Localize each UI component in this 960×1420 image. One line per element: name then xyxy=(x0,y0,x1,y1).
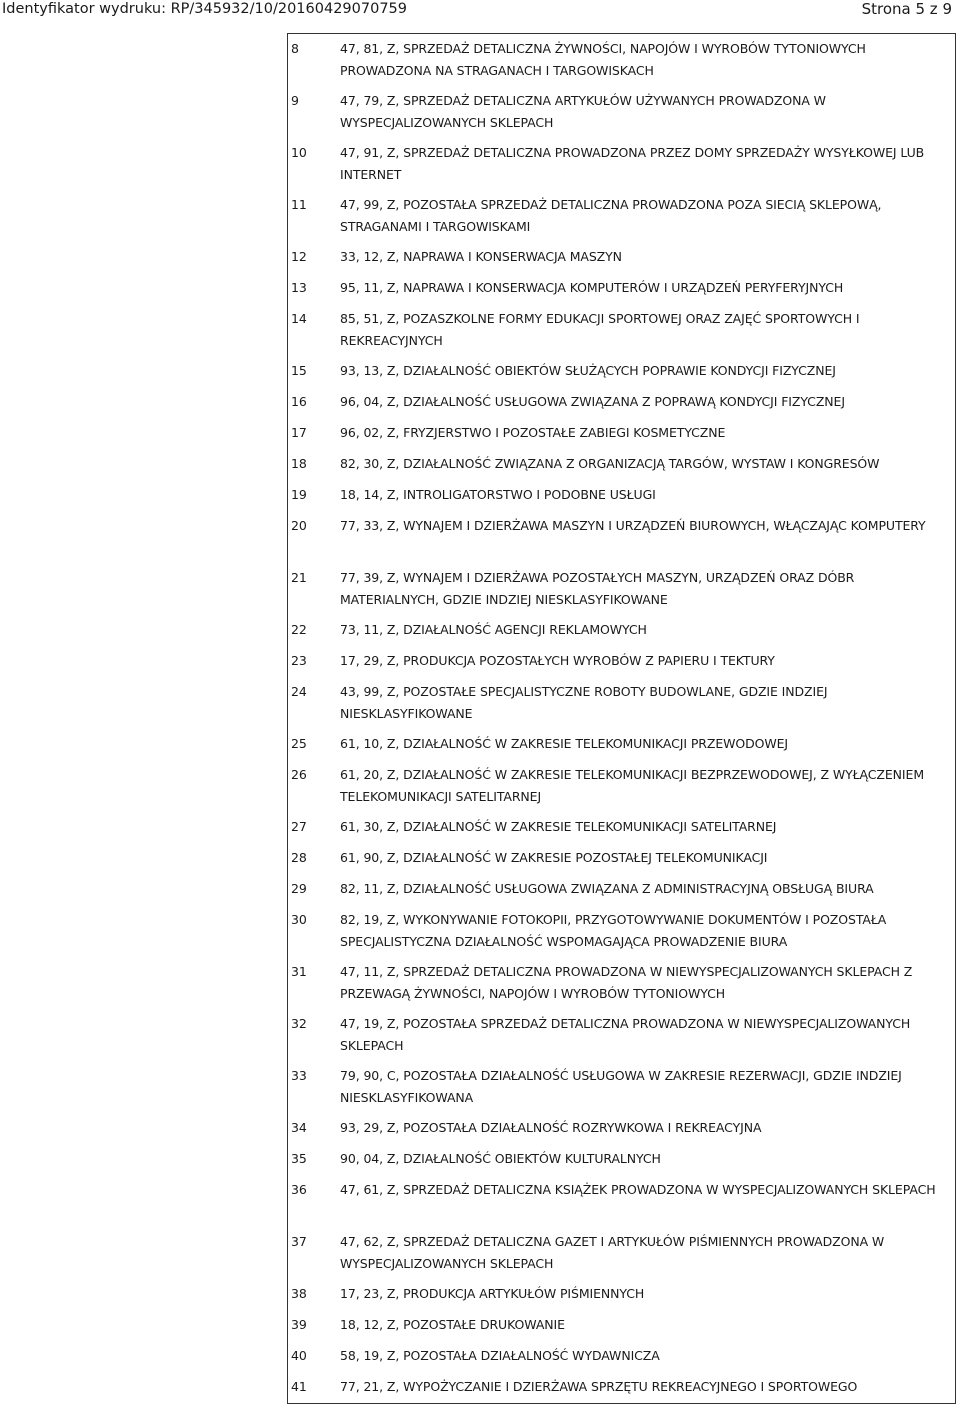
row-number: 11 xyxy=(291,197,307,212)
print-identifier: Identyfikator wydruku: RP/345932/10/20160429070759 xyxy=(2,1,408,17)
row-activity-text: 95, 11, Z, NAPRAWA I KONSERWACJA KOMPUTERÓW I URZĄDZEŃ PERYFERYJNYCH xyxy=(340,280,844,295)
row-activity-text: 61, 90, Z, DZIAŁALNOŚĆ W ZAKRESIE POZOSTAŁEJ TELEKOMUNIKACJI xyxy=(340,850,768,865)
row-number: 24 xyxy=(291,684,307,699)
row-number: 14 xyxy=(291,311,307,326)
row-activity-text: 77, 39, Z, WYNAJEM I DZIERŻAWA POZOSTAŁYCH MASZYN, URZĄDZEŃ ORAZ DÓBR MATERIALNYCH, GDZIE INDZIEJ NIESKLASYFIKOWANE xyxy=(340,570,855,607)
row-activity-text: 96, 04, Z, DZIAŁALNOŚĆ USŁUGOWA ZWIĄZANA Z POPRAWĄ KONDYCJI FIZYCZNEJ xyxy=(340,394,845,409)
row-number: 37 xyxy=(291,1234,307,1249)
row-number: 22 xyxy=(291,622,307,637)
row-activity-text: 82, 19, Z, WYKONYWANIE FOTOKOPII, PRZYGOTOWYWANIE DOKUMENTÓW I POZOSTAŁA SPECJALISTYCZNA DZIAŁALNOŚĆ WSPOMAGAJĄCA PROWADZENIE BIURA xyxy=(340,912,887,949)
row-number: 19 xyxy=(291,487,307,502)
table-row xyxy=(288,961,955,1005)
table-row xyxy=(288,567,955,611)
row-number: 16 xyxy=(291,394,307,409)
row-activity-text: 18, 14, Z, INTROLIGATORSTWO I PODOBNE USŁUGI xyxy=(340,487,656,502)
row-activity-text: 47, 62, Z, SPRZEDAŻ DETALICZNA GAZET I ARTYKUŁÓW PIŚMIENNYCH PROWADZONA W WYSPECJALIZOWANYCH SKLEPACH xyxy=(340,1234,885,1271)
table-row xyxy=(288,308,955,352)
row-number: 41 xyxy=(291,1379,307,1394)
page-header xyxy=(0,0,960,22)
row-activity-text: 33, 12, Z, NAPRAWA I KONSERWACJA MASZYN xyxy=(340,249,622,264)
table-row xyxy=(288,681,955,725)
row-activity-text: 61, 30, Z, DZIAŁALNOŚĆ W ZAKRESIE TELEKOMUNIKACJI SATELITARNEJ xyxy=(340,819,777,834)
row-number: 13 xyxy=(291,280,307,295)
row-activity-text: 17, 29, Z, PRODUKCJA POZOSTAŁYCH WYROBÓW Z PAPIERU I TEKTURY xyxy=(340,653,775,668)
table-row xyxy=(288,515,955,559)
row-number: 31 xyxy=(291,964,307,979)
row-activity-text: 47, 91, Z, SPRZEDAŻ DETALICZNA PROWADZONA PRZEZ DOMY SPRZEDAŻY WYSYŁKOWEJ LUB INTERNET xyxy=(340,145,925,182)
row-number: 12 xyxy=(291,249,307,264)
row-activity-text: 47, 79, Z, SPRZEDAŻ DETALICZNA ARTYKUŁÓW UŻYWANYCH PROWADZONA W WYSPECJALIZOWANYCH SKLEPACH xyxy=(340,93,826,130)
row-activity-text: 61, 20, Z, DZIAŁALNOŚĆ W ZAKRESIE TELEKOMUNIKACJI BEZPRZEWODOWEJ, Z WYŁĄCZENIEM TELEKOMUNIKACJI SATELITARNEJ xyxy=(340,767,925,804)
row-number: 10 xyxy=(291,145,307,160)
table-row xyxy=(288,909,955,953)
row-number: 15 xyxy=(291,363,307,378)
row-activity-text: 77, 21, Z, WYPOŻYCZANIE I DZIERŻAWA SPRZĘTU REKREACYJNEGO I SPORTOWEGO xyxy=(340,1379,858,1394)
row-activity-text: 85, 51, Z, POZASZKOLNE FORMY EDUKACJI SPORTOWEJ ORAZ ZAJĘĆ SPORTOWYCH I REKREACYJNYCH xyxy=(340,311,860,348)
row-activity-text: 82, 30, Z, DZIAŁALNOŚĆ ZWIĄZANA Z ORGANIZACJĄ TARGÓW, WYSTAW I KONGRESÓW xyxy=(340,456,880,471)
row-activity-text: 58, 19, Z, POZOSTAŁA DZIAŁALNOŚĆ WYDAWNICZA xyxy=(340,1348,660,1363)
row-number: 30 xyxy=(291,912,307,927)
row-activity-text: 61, 10, Z, DZIAŁALNOŚĆ W ZAKRESIE TELEKOMUNIKACJI PRZEWODOWEJ xyxy=(340,736,789,751)
table-row xyxy=(288,1231,955,1275)
row-activity-text: 43, 99, Z, POZOSTAŁE SPECJALISTYCZNE ROBOTY BUDOWLANE, GDZIE INDZIEJ NIESKLASYFIKOWANE xyxy=(340,684,828,721)
row-number: 9 xyxy=(291,93,299,108)
row-activity-text: 82, 11, Z, DZIAŁALNOŚĆ USŁUGOWA ZWIĄZANA Z ADMINISTRACYJNĄ OBSŁUGĄ BIURA xyxy=(340,881,874,896)
row-activity-text: 47, 19, Z, POZOSTAŁA SPRZEDAŻ DETALICZNA PROWADZONA W NIEWYSPECJALIZOWANYCH SKLEPACH xyxy=(340,1016,911,1053)
row-activity-text: 73, 11, Z, DZIAŁALNOŚĆ AGENCJI REKLAMOWYCH xyxy=(340,622,647,637)
table-row xyxy=(288,764,955,808)
row-number: 36 xyxy=(291,1182,307,1197)
row-activity-text: 47, 61, Z, SPRZEDAŻ DETALICZNA KSIĄŻEK PROWADZONA W WYSPECJALIZOWANYCH SKLEPACH xyxy=(340,1182,936,1197)
row-number: 38 xyxy=(291,1286,307,1301)
table-row xyxy=(288,90,955,134)
row-activity-text: 18, 12, Z, POZOSTAŁE DRUKOWANIE xyxy=(340,1317,565,1332)
table-row xyxy=(288,194,955,238)
table-row xyxy=(288,38,955,82)
activity-table xyxy=(287,33,956,1404)
row-number: 34 xyxy=(291,1120,307,1135)
row-activity-text: 90, 04, Z, DZIAŁALNOŚĆ OBIEKTÓW KULTURALNYCH xyxy=(340,1151,661,1166)
row-activity-text: 77, 33, Z, WYNAJEM I DZIERŻAWA MASZYN I URZĄDZEŃ BIUROWYCH, WŁĄCZAJĄC KOMPUTERY xyxy=(340,518,926,533)
page-number: Strona 5 z 9 xyxy=(861,0,952,18)
row-number: 28 xyxy=(291,850,307,865)
table-row xyxy=(288,1065,955,1109)
row-number: 23 xyxy=(291,653,307,668)
row-activity-text: 47, 81, Z, SPRZEDAŻ DETALICZNA ŻYWNOŚCI, NAPOJÓW I WYROBÓW TYTONIOWYCH PROWADZONA NA STRAGANACH I TARGOWISKACH xyxy=(340,41,866,78)
row-number: 33 xyxy=(291,1068,307,1083)
table-row xyxy=(288,1376,955,1420)
row-activity-text: 93, 13, Z, DZIAŁALNOŚĆ OBIEKTÓW SŁUŻĄCYCH POPRAWIE KONDYCJI FIZYCZNEJ xyxy=(340,363,836,378)
table-row xyxy=(288,142,955,186)
row-number: 25 xyxy=(291,736,307,751)
row-number: 29 xyxy=(291,881,307,896)
activity-rows xyxy=(288,34,955,1403)
row-number: 18 xyxy=(291,456,307,471)
row-number: 32 xyxy=(291,1016,307,1031)
row-number: 26 xyxy=(291,767,307,782)
row-activity-text: 47, 11, Z, SPRZEDAŻ DETALICZNA PROWADZONA W NIEWYSPECJALIZOWANYCH SKLEPACH Z PRZEWAGĄ ŻYWNOŚCI, NAPOJÓW I WYROBÓW TYTONIOWYCH xyxy=(340,964,913,1001)
row-number: 39 xyxy=(291,1317,307,1332)
row-number: 27 xyxy=(291,819,307,834)
row-activity-text: 17, 23, Z, PRODUKCJA ARTYKUŁÓW PIŚMIENNYCH xyxy=(340,1286,645,1301)
table-row xyxy=(288,1179,955,1223)
row-activity-text: 93, 29, Z, POZOSTAŁA DZIAŁALNOŚĆ ROZRYWKOWA I REKREACYJNA xyxy=(340,1120,762,1135)
row-number: 35 xyxy=(291,1151,307,1166)
row-number: 20 xyxy=(291,518,307,533)
row-number: 21 xyxy=(291,570,307,585)
row-activity-text: 79, 90, C, POZOSTAŁA DZIAŁALNOŚĆ USŁUGOWA W ZAKRESIE REZERWACJI, GDZIE INDZIEJ NIESKLASYFIKOWANA xyxy=(340,1068,902,1105)
row-activity-text: 96, 02, Z, FRYZJERSTWO I POZOSTAŁE ZABIEGI KOSMETYCZNE xyxy=(340,425,726,440)
row-number: 17 xyxy=(291,425,307,440)
row-activity-text: 47, 99, Z, POZOSTAŁA SPRZEDAŻ DETALICZNA PROWADZONA POZA SIECIĄ SKLEPOWĄ, STRAGANAMI I TARGOWISKAMI xyxy=(340,197,882,234)
row-number: 8 xyxy=(291,41,299,56)
table-row xyxy=(288,1013,955,1057)
row-number: 40 xyxy=(291,1348,307,1363)
